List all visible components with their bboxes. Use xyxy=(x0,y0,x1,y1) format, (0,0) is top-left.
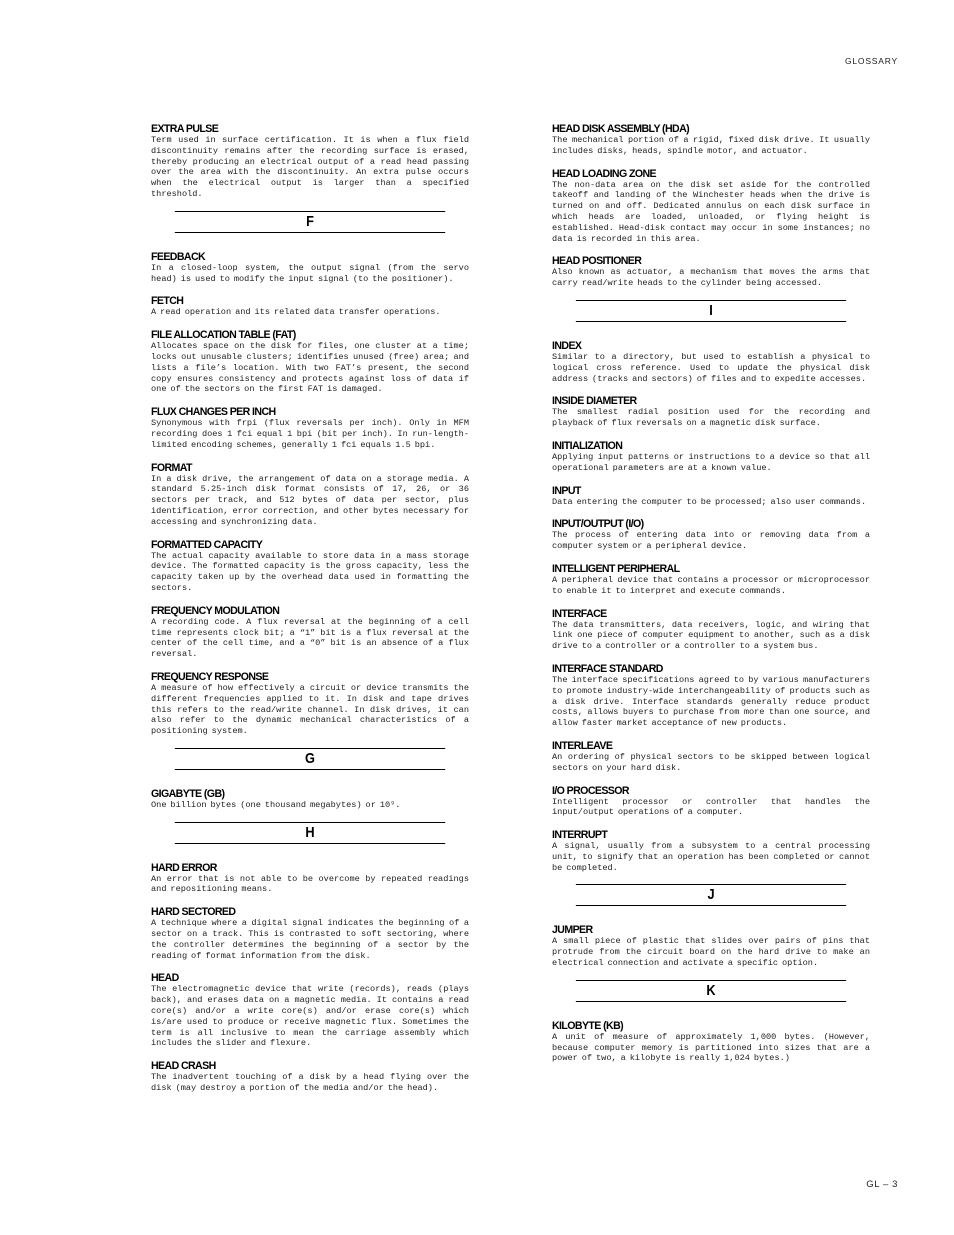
glossary-term: HEAD DISK ASSEMBLY (HDA) xyxy=(552,123,690,135)
glossary-term: HEAD CRASH xyxy=(151,1060,216,1073)
glossary-definition: In a closed-loop system, the output signal (from the servo head) is used to modify the input signal (to the positioner). xyxy=(151,262,469,284)
glossary-term: FREQUENCY MODULATION xyxy=(151,604,280,617)
glossary-definition: An ordering of physical sectors to be skipped between logical sectors on your hard disk. xyxy=(552,751,870,773)
glossary-entry xyxy=(151,295,469,318)
glossary-definition: Similar to a directory, but used to establish a physical to logical cross reference. Used to update the physical disk address (tracks and sectors) of files and to expedite accesses. xyxy=(552,351,870,384)
section-letter-divider xyxy=(175,211,445,233)
glossary-definition: A signal, usually from a subsystem to a central processing unit, to signify that an operation has been completed or cannot be completed. xyxy=(552,841,870,873)
glossary-entry xyxy=(151,906,469,961)
glossary-term: INITIALIZATION xyxy=(552,439,623,452)
glossary-term: HARD SECTORED xyxy=(151,906,236,919)
glossary-column-right xyxy=(552,123,870,1075)
glossary-definition: One billion bytes (one thousand megabytes) or 10⁹. xyxy=(151,799,401,810)
glossary-column-left xyxy=(151,123,469,1105)
glossary-term: HEAD xyxy=(151,972,179,985)
glossary-entry xyxy=(552,740,870,774)
glossary-definition: The mechanical portion of a rigid, fixed disk drive. It usually includes disks, heads, spindle motor, and actuator. xyxy=(552,135,870,156)
glossary-definition: Synonymous with frpi (flux reversals per inch). Only in MFM recording does 1 fci equal 1 bpi (bit per inch). In run-length-limited encoding schemes, generally 1 fci equals 1.5 bpi. xyxy=(151,418,469,450)
glossary-entry xyxy=(552,123,870,157)
glossary-entry xyxy=(552,608,870,652)
section-letter-divider xyxy=(576,980,846,1002)
glossary-entry xyxy=(552,785,870,819)
glossary-term: GIGABYTE (GB) xyxy=(151,787,225,800)
glossary-term: FILE ALLOCATION TABLE (FAT) xyxy=(151,329,296,342)
glossary-entry xyxy=(151,671,469,737)
glossary-definition: A technique where a digital signal indicates the beginning of a sector on a track. This is contrasted to soft sectoring, where the controller determines the beginning of a sector by the reading of format information from the disk. xyxy=(151,918,469,961)
section-letter: F xyxy=(306,212,314,230)
glossary-definition: The actual capacity available to store data in a mass storage device. The formatted capacity is the gross capacity, less the capacity taken up by the overhead data used in formatting the sectors. xyxy=(151,550,469,593)
glossary-entry xyxy=(552,518,870,552)
glossary-entry xyxy=(151,462,469,528)
glossary-entry xyxy=(552,340,870,384)
glossary-definition: The interface specifications agreed to by various manufacturers to promote industry-wide interchangeability of products such as a disk drive. Interface standards generally reduce product costs, allows buyers to purchase from more than one source, and allow faster market acceptance of new products. xyxy=(552,674,870,729)
glossary-definition: An error that is not able to be overcome by repeated readings and repositioning means. xyxy=(151,873,469,895)
glossary-definition: The smallest radial position used for the recording and playback of flux reversals on a magnetic disk surface. xyxy=(552,407,870,429)
glossary-entry xyxy=(151,406,469,450)
glossary-entry xyxy=(552,168,870,245)
glossary-definition: The data transmitters, data receivers, logic, and wiring that link one piece of computer equipment to another, such as a disk drive to a controller or a controller to a system bus. xyxy=(552,619,870,652)
glossary-definition: A measure of how effectively a circuit or device transmits the different frequencies applied to it. In disk and tape drives this refers to the read/write channel. In disk drives, it can also refer to the dynamic mechanical characteristics of a positioning system. xyxy=(151,682,469,737)
glossary-definition: A recording code. A flux reversal at the beginning of a cell time represents clock bit; a “1” bit is a flux reversal at the center of the cell time, and a “0” bit is an absence of a flux reversal. xyxy=(151,616,469,660)
section-letter: H xyxy=(305,823,315,841)
glossary-term: HARD ERROR xyxy=(151,861,217,874)
section-letter: G xyxy=(305,749,315,767)
glossary-term: FORMATTED CAPACITY xyxy=(151,538,263,551)
glossary-term: INTELLIGENT PERIPHERAL xyxy=(552,562,680,575)
section-letter-divider xyxy=(175,748,445,770)
glossary-entry xyxy=(151,972,469,1049)
glossary-term: EXTRA PULSE xyxy=(151,123,219,135)
glossary-definition: Intelligent processor or controller that handles the input/output operations of a computer. xyxy=(552,796,870,818)
glossary-term: INPUT xyxy=(552,484,581,497)
glossary-definition: The electromagnetic device that write (records), reads (plays back), and erases data on a magnetic media. It contains a read core(s) and/or a write core(s) and/or erase core(s) which is/are used to produce or receive magnetic flux. Sometimes the term is all inclusive to mean the carriage assembly which includes the slider and flexure. xyxy=(151,984,469,1049)
glossary-entry xyxy=(552,563,870,597)
glossary-entry xyxy=(151,862,469,896)
glossary-term: INTERLEAVE xyxy=(552,739,613,752)
glossary-term: INPUT/OUTPUT (I/O) xyxy=(552,518,644,531)
section-letter-divider xyxy=(576,884,846,906)
section-letter: J xyxy=(707,886,715,904)
glossary-entry xyxy=(151,788,469,811)
glossary-entry xyxy=(151,329,469,395)
page-number: GL – 3 xyxy=(866,1179,898,1190)
glossary-term: FORMAT xyxy=(151,461,192,474)
glossary-entry xyxy=(552,1020,870,1064)
glossary-definition: Allocates space on the disk for files, one cluster at a time; locks out unusable clusters; identifies unused (free) area; and lists a file’s location. With two FAT’s present, the second copy ensures consistency and protects against loss of data if one of the sectors on the first FAT is damaged. xyxy=(151,341,469,395)
glossary-entry xyxy=(151,251,469,285)
glossary-term: HEAD LOADING ZONE xyxy=(552,167,656,180)
glossary-term: FREQUENCY RESPONSE xyxy=(151,670,269,683)
glossary-entry xyxy=(552,663,870,729)
glossary-entry xyxy=(552,255,870,289)
glossary-definition: Also known as actuator, a mechanism that moves the arms that carry read/write heads to the cylinder being accessed. xyxy=(552,267,870,289)
section-letter: K xyxy=(706,981,716,999)
glossary-definition: A read operation and its related data transfer operations. xyxy=(151,307,441,318)
glossary-term: INTERFACE xyxy=(552,607,607,620)
glossary-term: HEAD POSITIONER xyxy=(552,255,642,268)
section-letter-divider xyxy=(175,822,445,844)
glossary-term: INTERRUPT xyxy=(552,829,608,842)
running-head: GLOSSARY xyxy=(844,56,898,66)
glossary-term: INDEX xyxy=(552,339,582,352)
glossary-term: INSIDE DIAMETER xyxy=(552,395,637,408)
section-letter: I xyxy=(709,301,713,319)
glossary-entry xyxy=(552,924,870,968)
glossary-entry xyxy=(151,539,469,594)
glossary-entry xyxy=(151,123,469,200)
glossary-term: FEEDBACK xyxy=(151,250,206,263)
glossary-term: KILOBYTE (KB) xyxy=(552,1019,624,1032)
glossary-definition: Term used in surface certification. It is when a flux field discontinuity remains after the recording surface is erased, thereby producing an electrical output of a read head passing over the area with the discontinuity. An extra pulse occurs when the electrical output is larger than a specified threshold. xyxy=(151,135,469,199)
glossary-entry xyxy=(552,440,870,474)
glossary-definition: Data entering the computer to be processed; also user commands. xyxy=(552,496,867,507)
glossary-term: FLUX CHANGES PER INCH xyxy=(151,406,276,419)
glossary-term: I/O PROCESSOR xyxy=(552,784,629,797)
glossary-definition: The inadvertent touching of a disk by a head flying over the disk (may destroy a portion of the media and/or the head). xyxy=(151,1072,469,1094)
glossary-definition: Applying input patterns or instructions to a device so that all operational parameters are at a known value. xyxy=(552,451,870,473)
glossary-definition: A unit of measure of approximately 1,000 bytes. (However, because computer memory is partitioned into sizes that are a power of two, a kilobyte is really 1,024 bytes.) xyxy=(552,1031,870,1064)
section-letter-divider xyxy=(576,300,846,322)
glossary-term: JUMPER xyxy=(552,924,593,937)
glossary-term: INTERFACE STANDARD xyxy=(552,662,663,675)
glossary-entry xyxy=(151,1060,469,1094)
glossary-definition: A small piece of plastic that slides over pairs of pins that protrude from the circuit board on the hard drive to make an electrical connection and activate a specific option. xyxy=(552,936,870,969)
glossary-entry xyxy=(151,605,469,660)
glossary-entry xyxy=(552,395,870,429)
glossary-entry xyxy=(552,829,870,873)
glossary-entry xyxy=(552,485,870,508)
glossary-term: FETCH xyxy=(151,295,184,308)
glossary-definition: A peripheral device that contains a processor or microprocessor to enable it to interpret and execute commands. xyxy=(552,574,870,596)
glossary-definition: The non-data area on the disk set aside for the controlled takeoff and landing of the Winchester heads when the drive is turned on and off. Dedicated annulus on each disk surface in which heads are loaded, unloaded, or flying height is established. Head-disk contact may occur in some instances; no data is recorded in this area. xyxy=(552,179,870,244)
glossary-definition: In a disk drive, the arrangement of data on a storage media. A standard 5.25-inch disk format consists of 17, 26, or 36 sectors per track, and 512 bytes of data per sector, plus identification, error correction, and other bytes necessary for accessing and synchronizing data. xyxy=(151,473,469,527)
glossary-definition: The process of entering data into or removing data from a computer system or a peripheral device. xyxy=(552,530,870,552)
